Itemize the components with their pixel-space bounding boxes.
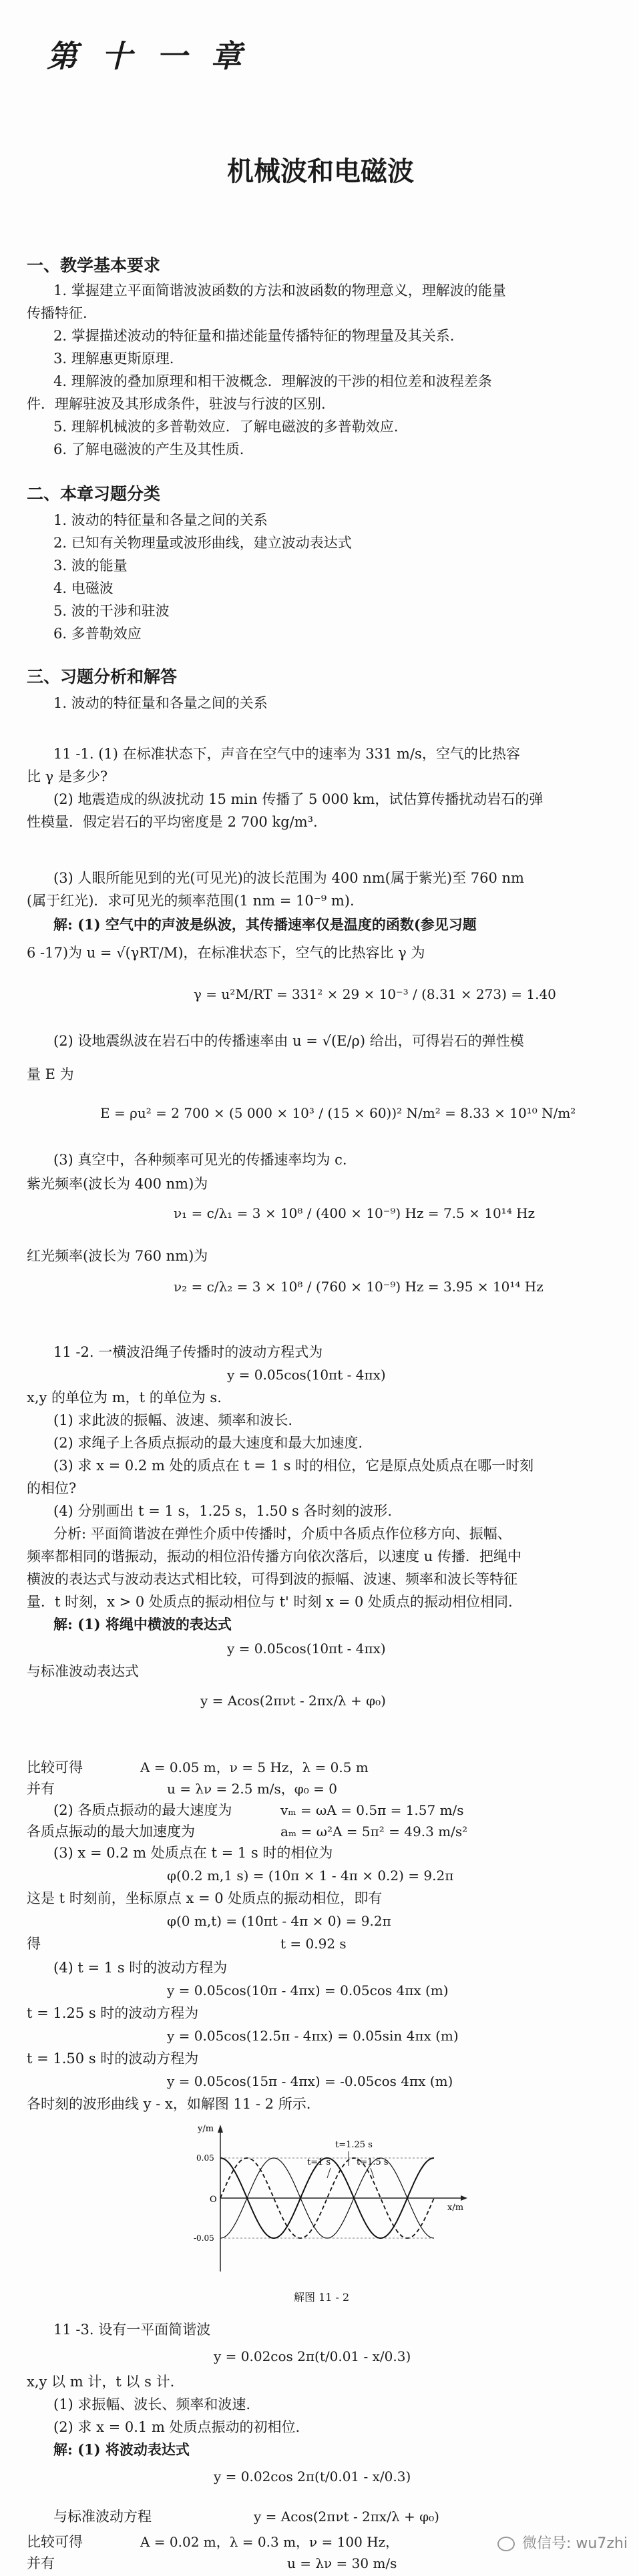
section-title: 一、教学基本要求 (27, 256, 161, 275)
list-item: 传播特征. (27, 305, 87, 321)
problem-text: 比 γ 是多少? (27, 769, 108, 785)
equation: E = ρu² = 2 700 × (5 000 × 10³ / (15 × 60))² N/m² = 8.33 × 10¹⁰ N/m² (100, 1105, 576, 1121)
solution-text: (2) 设地震纵波在岩石中的传播速率由 u = √(E/ρ) 给出，可得岩石的弹性模 (53, 1033, 524, 1049)
analysis-text: 量．t 时刻，x > 0 处质点的振动相位与 t' 时刻 x = 0 处质点的振动相位相同. (27, 1594, 513, 1610)
wave-figure (194, 2118, 474, 2278)
solution-text: 这是 t 时刻前，坐标原点 x = 0 处质点的振动相位，即有 (27, 1890, 383, 1906)
equation: y = 0.05cos(10πt - 4πx) (227, 1367, 386, 1383)
watermark (497, 2532, 628, 2553)
label-t15: t=1.5 s (357, 2157, 389, 2167)
list-item: 1. 波动的特征量和各量之间的关系 (53, 512, 268, 528)
solution-text: (4) t = 1 s 时的波动方程为 (53, 1960, 228, 1976)
equation: y = 0.05cos(10π - 4πx) = 0.05cos 4πx (m) (167, 1982, 449, 1998)
solution-text: 比较可得 (27, 1759, 83, 1775)
equation: A = 0.02 m，λ = 0.3 m，ν = 100 Hz， (140, 2534, 399, 2550)
equation: aₘ = ω²A = 5π² = 49.3 m/s² (280, 1823, 468, 1840)
figure-caption: 解图 11 - 2 (294, 2291, 350, 2304)
solution-text: 量 E 为 (27, 1066, 74, 1082)
solution-text: 紫光频率(波长为 400 nm)为 (27, 1176, 208, 1192)
tick-label-positive: 0.05 (196, 2153, 214, 2163)
equation: y = 0.05cos(15π - 4πx) = -0.05cos 4πx (m) (167, 2073, 453, 2089)
x-axis-arrow (461, 2195, 467, 2201)
solution-text: (3) 真空中，各种频率可见光的传播速率均为 c. (53, 1152, 347, 1168)
problem-text: 性模量．假定岩石的平均密度是 2 700 kg/m³. (27, 814, 318, 830)
equation: A = 0.05 m，ν = 5 Hz，λ = 0.5 m (140, 1759, 369, 1775)
equation: u = λν = 30 m/s (287, 2555, 397, 2571)
problem-text: (3) 人眼所能见到的光(可见光)的波长范围为 400 nm(属于紫光)至 760 nm (53, 870, 524, 886)
x-axis-label: x/m (447, 2203, 464, 2213)
solution-text: 与标准波动表达式 (27, 1663, 139, 1679)
analysis-text: 横波的表达式与波动表达式相比较，可得到波的振幅、波速、频率和波长等特征 (27, 1571, 517, 1587)
list-item: 4. 理解波的叠加原理和相干波概念．理解波的干涉的相位差和波程差条 (53, 373, 492, 389)
solution-text: 并有 (27, 2555, 55, 2571)
equation: ν₂ = c/λ₂ = 3 × 10⁸ / (760 × 10⁻⁹) Hz = 3.95 × 10¹⁴ Hz (174, 1279, 544, 1295)
analysis-text: 分析: 平面简谐波在弹性介质中传播时，介质中各质点作位移方向、振幅、 (53, 1526, 511, 1542)
label-t1: t=1 s (307, 2157, 331, 2167)
analysis-text: 频率都相同的谐振动，振动的相位沿传播方向依次落后，以速度 u 传播．把绳中 (27, 1548, 521, 1564)
label-t125: t=1.25 s (335, 2140, 373, 2150)
list-item: 6. 了解电磁波的产生及其性质. (53, 441, 244, 457)
solution-text: 各时刻的波形曲线 y - x，如解图 11 - 2 所示. (27, 2096, 311, 2112)
list-item: 5. 波的干涉和驻波 (53, 603, 170, 619)
section-title: 三、习题分析和解答 (27, 667, 178, 686)
chapter-heading: 第 十 一 章 (47, 38, 249, 74)
label-leader-t1 (327, 2168, 331, 2178)
solution-text: (2) 各质点振动的最大速度为 (53, 1802, 232, 1818)
solution-text: 解: (1) 空气中的声波是纵波，其传播速率仅是温度的函数(参见习题 (53, 916, 477, 933)
equation: vₘ = ωA = 0.5π = 1.57 m/s (280, 1802, 464, 1818)
problem-text: (1) 求此波的振幅、波速、频率和波长. (53, 1412, 293, 1428)
solution-text: 比较可得 (27, 2534, 83, 2550)
solution-text: 与标准波动方程 (53, 2509, 152, 2525)
problem-text: x,y 的单位为 m，t 的单位为 s. (27, 1389, 222, 1406)
solution-text: 并有 (27, 1781, 55, 1797)
problem-text: (4) 分别画出 t = 1 s，1.25 s，1.50 s 各时刻的波形. (53, 1503, 393, 1519)
problem-text: (3) 求 x = 0.2 m 处的质点在 t = 1 s 时的相位，它是原点处质点在哪一时刻 (53, 1458, 534, 1474)
solution-text: 得 (27, 1936, 41, 1952)
problem-text: 11 -3. 设有一平面简谐波 (53, 2322, 211, 2338)
equation: y = 0.02cos 2π(t/0.01 - x/0.3) (214, 2348, 411, 2364)
problem-text: 11 -2. 一横波沿绳子传播时的波动方程式为 (53, 1344, 323, 1360)
section-title: 二、本章习题分类 (27, 484, 161, 503)
problem-text: (属于红光)．求可见光的频率范围(1 nm = 10⁻⁹ m). (27, 893, 355, 909)
equation: φ(0.2 m,1 s) = (10π × 1 - 4π × 0.2) = 9.2π (167, 1868, 454, 1884)
problem-text: (1) 求振幅、波长、频率和波速. (53, 2396, 251, 2412)
page-title: 机械波和电磁波 (227, 156, 414, 187)
problem-text: 的相位? (27, 1480, 77, 1496)
solution-text: t = 1.50 s 时的波动方程为 (27, 2051, 199, 2067)
list-item: 2. 已知有关物理量或波形曲线，建立波动表达式 (53, 535, 352, 551)
wechat-icon (497, 2537, 515, 2551)
problem-text: (2) 求 x = 0.1 m 处质点振动的初相位. (53, 2419, 300, 2435)
list-item: 2. 掌握描述波动的特征量和描述能量传播特征的物理量及其关系. (53, 328, 455, 344)
watermark-text: 微信号: wu7zhi (522, 2535, 628, 2552)
problem-text: x,y 以 m 计，t 以 s 计. (27, 2374, 175, 2390)
solution-text: 红光频率(波长为 760 nm)为 (27, 1248, 208, 1264)
equation: ν₁ = c/λ₁ = 3 × 10⁸ / (400 × 10⁻⁹) Hz = 7.5 × 10¹⁴ Hz (174, 1205, 536, 1221)
list-item: 件．理解驻波及其形成条件，驻波与行波的区别. (27, 396, 326, 412)
solution-text: 解: (1) 将绳中横波的表达式 (53, 1616, 232, 1633)
equation: y = Acos(2πνt - 2πx/λ + φ₀) (200, 1693, 386, 1709)
y-axis-arrow (218, 2125, 223, 2133)
solution-text: 各质点振动的最大加速度为 (27, 1823, 195, 1840)
subsection-title: 1. 波动的特征量和各量之间的关系 (53, 695, 268, 711)
y-axis-label: y/m (198, 2124, 214, 2134)
solution-text: (3) x = 0.2 m 处质点在 t = 1 s 时的相位为 (53, 1845, 333, 1861)
problem-text: 11 -1. (1) 在标准状态下，声音在空气中的速率为 331 m/s，空气的比热容 (53, 746, 520, 762)
list-item: 5. 理解机械波的多普勒效应．了解电磁波的多普勒效应. (53, 419, 399, 435)
equation: y = Acos(2πνt - 2πx/λ + φ₀) (254, 2509, 439, 2525)
equation: y = 0.02cos 2π(t/0.01 - x/0.3) (214, 2468, 411, 2485)
equation: t = 0.92 s (280, 1936, 347, 1952)
equation: φ(0 m,t) = (10πt - 4π × 0) = 9.2π (167, 1913, 391, 1929)
list-item: 6. 多普勒效应 (53, 626, 142, 642)
equation: γ = u²M/RT = 331² × 29 × 10⁻³ / (8.31 × 273) = 1.40 (194, 986, 556, 1002)
problem-text: (2) 地震造成的纵波扰动 15 min 传播了 5 000 km，试估算传播扰动岩石的弹 (53, 791, 544, 807)
equation: y = 0.05cos(12.5π - 4πx) = 0.05sin 4πx (m) (167, 2028, 459, 2044)
problem-text: (2) 求绳子上各质点振动的最大速度和最大加速度. (53, 1435, 363, 1451)
origin-label: O (210, 2195, 217, 2205)
solution-text: 6 -17)为 u = √(γRT/M)，在标准状态下，空气的比热容比 γ 为 (27, 945, 425, 961)
list-item: 1. 掌握建立平面简谐波波函数的方法和波函数的物理意义，理解波的能量 (53, 282, 506, 298)
list-item: 3. 波的能量 (53, 558, 128, 574)
equation: u = λν = 2.5 m/s，φ₀ = 0 (167, 1781, 338, 1797)
solution-text: 解: (1) 将波动表达式 (53, 2441, 190, 2458)
tick-label-negative: -0.05 (194, 2233, 214, 2243)
list-item: 3. 理解惠更斯原理. (53, 351, 174, 367)
list-item: 4. 电磁波 (53, 580, 114, 596)
solution-text: t = 1.25 s 时的波动方程为 (27, 2005, 199, 2021)
equation: y = 0.05cos(10πt - 4πx) (227, 1641, 386, 1657)
